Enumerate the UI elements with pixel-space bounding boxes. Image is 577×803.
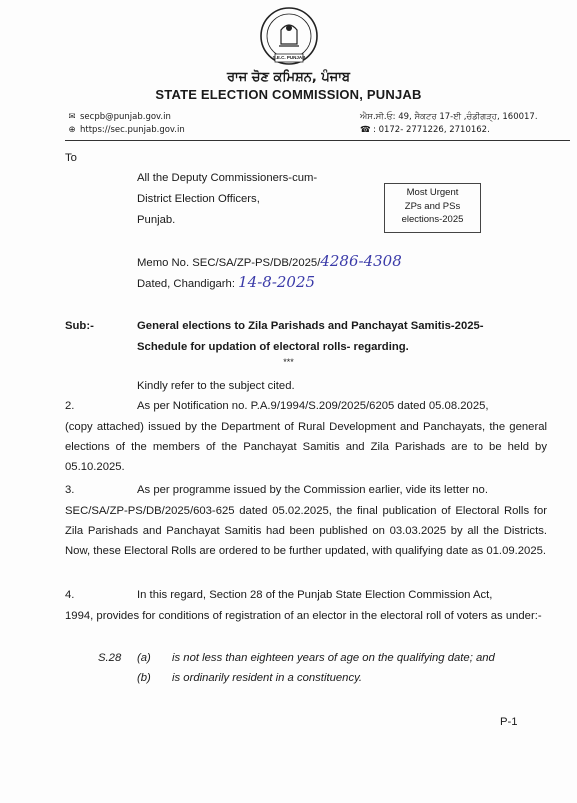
dated-prefix: Dated, Chandigarh: — [137, 278, 235, 290]
paragraph-4-first-line: In this regard, Section 28 of the Punjab State Election Commission Act, — [137, 589, 493, 601]
email: secpb@punjab.gov.in — [80, 112, 171, 122]
urgent-box — [384, 183, 481, 233]
clause-a-label: (a) — [137, 652, 151, 664]
title-english: STATE ELECTION COMMISSION, PUNJAB — [155, 87, 422, 102]
subject-separator: *** — [283, 357, 294, 367]
memo-number-handwritten: 4286-4308 — [320, 252, 402, 270]
subject-label: Sub:- — [65, 320, 94, 332]
to-line-3: Punjab. — [137, 214, 176, 226]
clause-a-text: is not less than eighteen years of age on the qualifying date; and — [172, 652, 495, 664]
dated-line — [137, 272, 315, 294]
paragraph-4-body: 1994, provides for conditions of registration of an elector in the electoral roll of voters as under:- — [65, 610, 542, 622]
clause-b-text: is ordinarily resident in a constituency. — [172, 672, 363, 684]
section-label: S.28 — [98, 652, 122, 664]
paragraph-3-body: SEC/SA/ZP-PS/DB/2025/603-625 dated 05.02.2025, the final publication of Electoral Rolls for Zila Parishads and Panchayat Samitis had been published on 03.03.2025 by all the Districts. Now, these Electoral Rolls are ordered to be further updated, with qualifying date as 01.09.2025. — [65, 505, 547, 557]
to-label: To — [65, 152, 77, 164]
email-line — [67, 112, 171, 122]
urgent-line-1: Most Urgent — [406, 187, 459, 198]
paragraph-3-number: 3. — [65, 484, 75, 496]
title-punjabi: ਰਾਜ ਚੋਣ ਕਮਿਸ਼ਨ, ਪੰਜਾਬ — [226, 70, 351, 85]
seal-text: S.E.C. PUNJAB — [272, 55, 306, 60]
subject-line-1: General elections to Zila Parishads and Panchayat Samitis-2025- — [137, 320, 484, 332]
phone-line: ☎ : 0172- 2771226, 2710162. — [360, 125, 490, 135]
memo-line — [137, 251, 402, 273]
date-handwritten: 14-8-2025 — [238, 273, 316, 291]
paragraph-4-number: 4. — [65, 589, 75, 601]
urgent-line-2: ZPs and PSs — [404, 200, 461, 212]
to-line-2: District Election Officers, — [137, 193, 260, 205]
clause-b-label: (b) — [137, 672, 151, 684]
paragraph-2-first-line: As per Notification no. P.A.9/1994/S.209/2025/6205 dated 05.08.2025, — [137, 400, 489, 412]
page-number: P-1 — [500, 716, 518, 728]
memo-prefix: Memo No. SEC/SA/ZP-PS/DB/2025/ — [137, 257, 321, 269]
paragraph-2-body: (copy attached) issued by the Department of Rural Development and Panchayats, the general elections of the members of the Panchayat Samitis and Zila Parishads are to be held by 05.10.2025. — [65, 421, 547, 473]
address-punjabi: ਐਸ.ਸੀ.ਓ: 49, ਸੈਕਟਰ 17-ਈ ,ਚੰਡੀਗੜ੍ਹ, 160017. — [360, 112, 538, 122]
paragraph-1: Kindly refer to the subject cited. — [137, 380, 295, 392]
to-line-1: All the Deputy Commissioners-cum- — [137, 172, 318, 184]
paragraph-2-number: 2. — [65, 400, 75, 412]
urgent-line-3: elections-2025 — [401, 214, 464, 225]
phone: 0172- 2771226, 2710162. — [378, 125, 490, 135]
paragraph-3-first-line: As per programme issued by the Commission earlier, vide its letter no. — [137, 484, 488, 496]
website: https://sec.punjab.gov.in — [80, 125, 185, 135]
website-line — [67, 125, 185, 135]
subject-line-2: Schedule for updation of electoral rolls- regarding. — [137, 341, 409, 353]
header-divider — [65, 140, 570, 141]
globe-icon: ⊕ — [68, 125, 76, 135]
mail-icon: ✉ — [68, 112, 76, 122]
phone-icon: ☎ — [360, 125, 371, 135]
